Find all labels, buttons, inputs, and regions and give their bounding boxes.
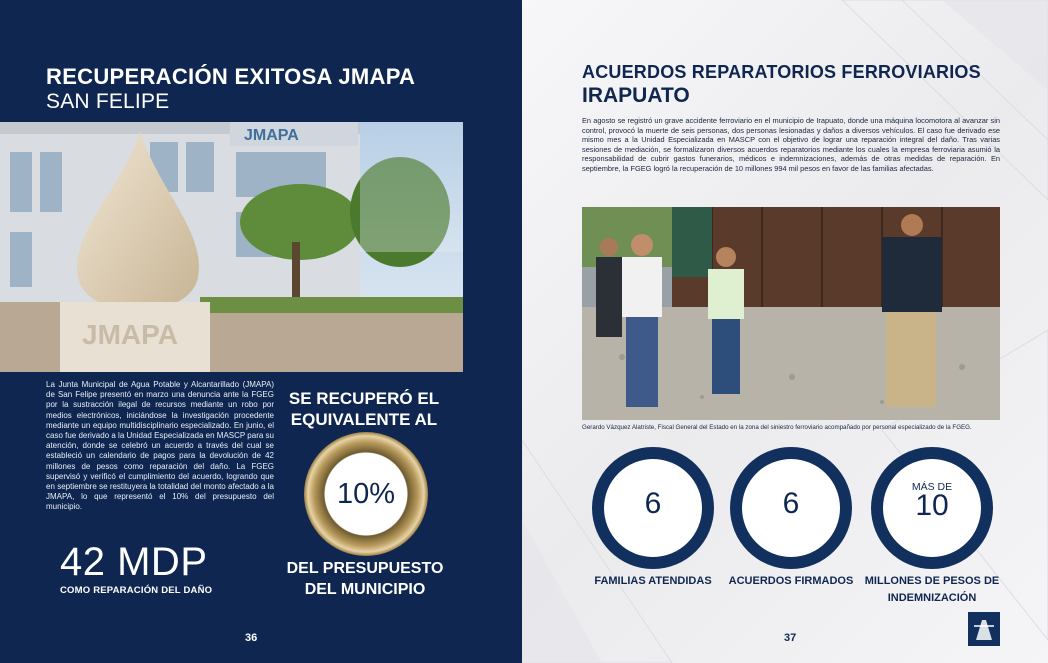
photo-caption: Gerardo Vázquez Alatriste, Fiscal General del Estado en la zona del siniestro ferroviario acompañado por personal especializado de la FGEG. <box>582 424 972 431</box>
jmapa-building-photo <box>0 122 463 372</box>
page-subtitle: IRAPUATO <box>582 84 690 107</box>
page-number-right: 37 <box>784 632 797 644</box>
fgeg-logo-icon <box>968 612 1000 646</box>
stat-agreements <box>730 447 852 569</box>
page-title: RECUPERACIÓN EXITOSA JMAPA <box>46 64 416 89</box>
stat-value: 6 <box>644 487 662 520</box>
amount-caption: COMO REPARACIÓN DEL DAÑO <box>60 585 213 596</box>
stat-value: 6 <box>782 487 800 520</box>
page-number-left: 36 <box>245 632 258 644</box>
percent-value: 10% <box>336 478 396 510</box>
recovered-heading: SE RECUPERÓ EL EQUIVALENTE AL <box>288 389 440 429</box>
left-page <box>0 0 522 663</box>
budget-caption: DEL PRESUPUESTO DEL MUNICIPIO <box>286 560 444 598</box>
right-page <box>522 0 1048 663</box>
stat-label: MILLONES DE PESOS DE INDEMNIZACIÓN <box>864 575 1000 604</box>
amount-value: 42 MDP <box>60 540 208 584</box>
left-body-text: La Junta Municipal de Agua Potable y Alcantarillado (JMAPA) de San Felipe presentó en marzo una denuncia ante la FGEG por la sustracción ilegal de recursos mediante un robo por medios electrónicos, iniciándose la investigación procedente mediante un equipo multidisciplinario especializado. En junio, el caso fue derivado a la Unidad Especializada en MASCP para su atención, donde se celebró un acuerdo a través del cual se estableció un calendario de pagos para la devolución de 42 millones de pesos como reparación del daño. La FGEG supervisó y verificó el cumplimiento del acuerdo, logrando que en septiembre se restituyera la totalidad del monto afectado a la JMAPA, lo que representó el 10% del presupuesto del municipio. <box>46 380 274 512</box>
right-body-text: En agosto se registró un grave accidente ferroviario en el municipio de Irapuato, donde una máquina locomotora al avanzar sin control, provocó la muerte de seis personas, dos personas lesionadas y daños a diversos vehículos. El caso fue derivado ese mismo mes a la Unidad Especializada en MASCP con el objetivo de lograr una reparación integral del daño. Tras varias sesiones de mediación, se formalizaron diversos acuerdos reparatorios mediante los cuales la empresa ferroviaria asumió la responsabilidad de cubrir gastos funerarios, médicos e indemnizaciones, además de otras medidas de reparación. En septiembre, la FGEG logró la recuperación de 10 millones 994 mil pesos en favor de las familias afectadas. <box>582 116 1000 173</box>
stat-prefix: MÁS DE <box>911 481 953 493</box>
page-title: ACUERDOS REPARATORIOS FERROVIARIOS <box>582 62 981 82</box>
stat-label: ACUERDOS FIRMADOS <box>728 575 854 587</box>
stat-families <box>592 447 714 569</box>
stat-label: FAMILIAS ATENDIDAS <box>594 575 712 587</box>
stat-value: 10 <box>915 489 949 522</box>
page-subtitle: SAN FELIPE <box>46 90 170 113</box>
railway-site-photo <box>582 207 1000 420</box>
stat-indemnization <box>871 447 993 569</box>
sculpture-letters: JMAPA <box>82 319 178 350</box>
building-sign-text: JMAPA <box>244 127 299 144</box>
